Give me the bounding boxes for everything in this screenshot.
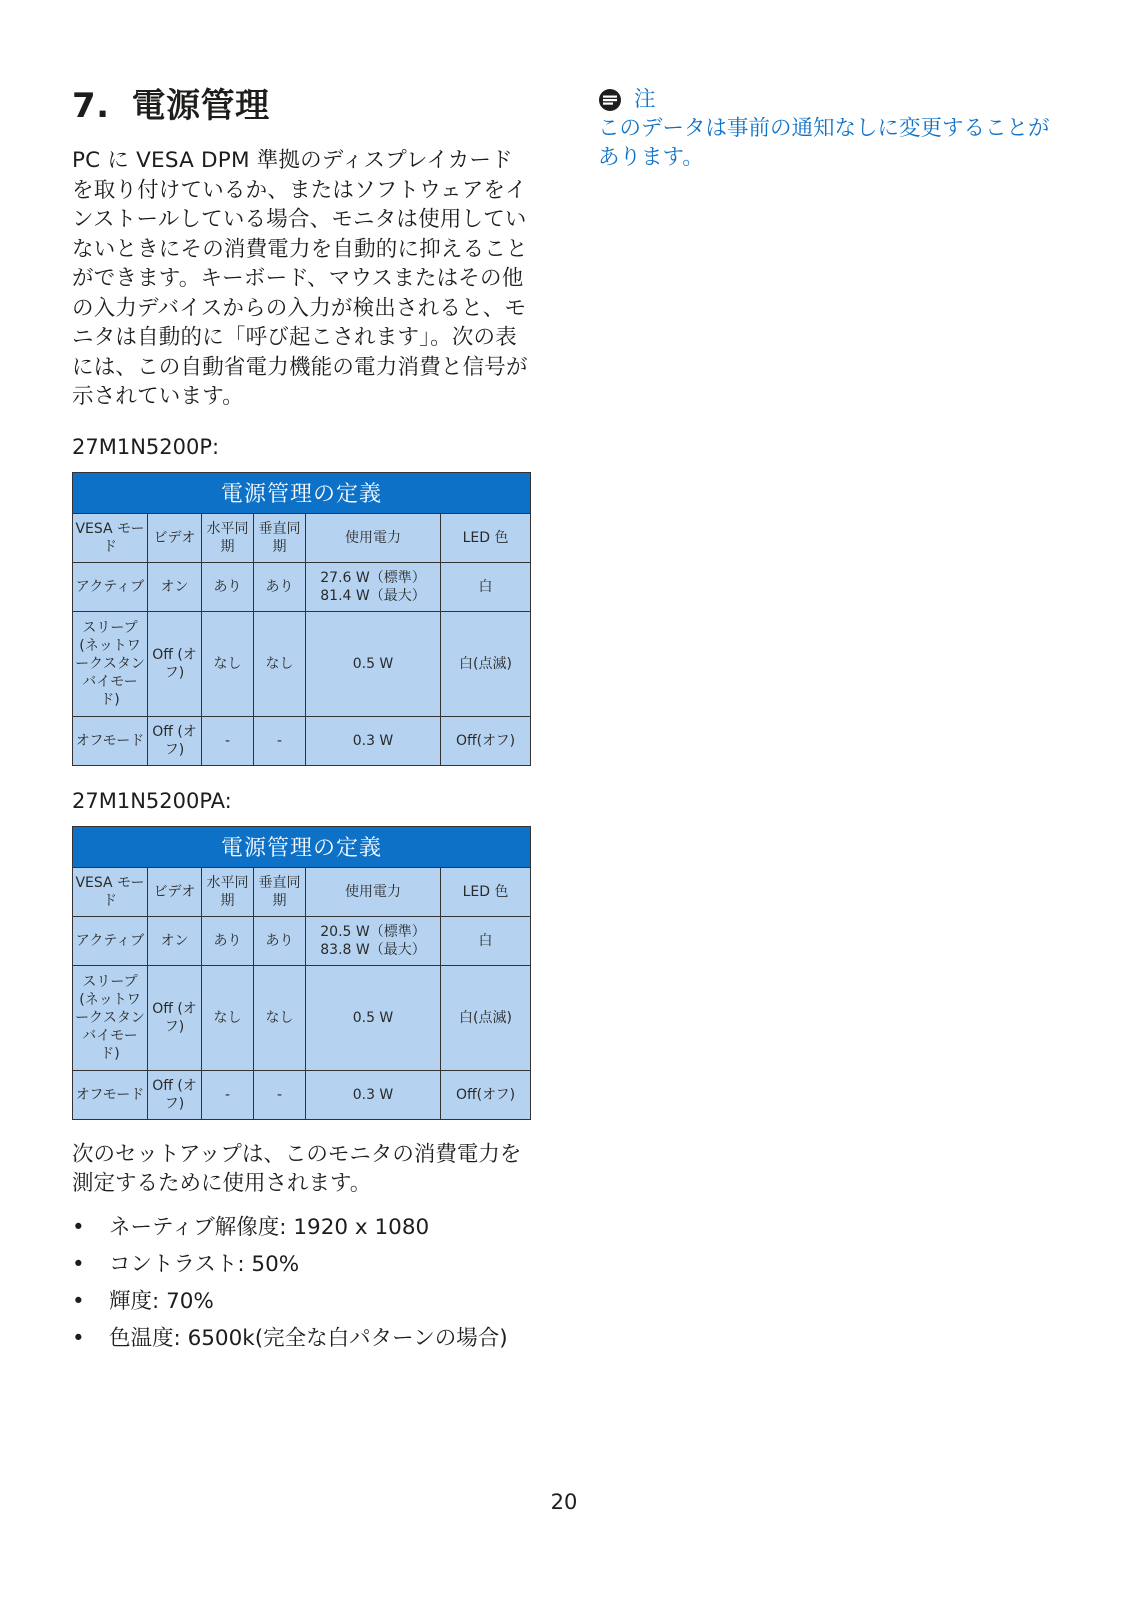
table-row: [73, 611, 531, 716]
table-header-row: [73, 513, 531, 562]
table-cell: 白: [441, 562, 531, 611]
table-cell: 白(点滅): [441, 611, 531, 716]
section-title: 電源管理: [131, 86, 270, 126]
bullet-icon: •: [72, 1214, 85, 1240]
list-item-text: ネーティブ解像度: 1920 x 1080: [109, 1214, 430, 1240]
main-column: [72, 84, 530, 1361]
header-cell: LED 色: [441, 513, 531, 562]
bullet-icon: •: [72, 1251, 85, 1277]
table-cell: 白(点滅): [441, 965, 531, 1070]
header-cell: ビデオ: [148, 867, 202, 916]
table-header-row: [73, 867, 531, 916]
model-label-2: 27M1N5200PA:: [72, 788, 232, 813]
list-item: [72, 1250, 530, 1279]
section-number: 7.: [72, 86, 110, 126]
table-cell: スリープ (ネットワークスタンバイモード): [73, 611, 148, 716]
note-column: [598, 86, 1068, 172]
table-title: 電源管理の定義: [73, 472, 531, 513]
table-cell: あり: [202, 562, 254, 611]
table-cell: -: [254, 1070, 306, 1119]
list-item-text: コントラスト: 50%: [109, 1251, 300, 1277]
header-cell: 水平同期: [202, 513, 254, 562]
list-item: [72, 1324, 530, 1353]
table-cell: Off (オフ): [148, 1070, 202, 1119]
table-cell: 0.3 W: [306, 1070, 441, 1119]
intro-paragraph: PC に VESA DPM 準拠のディスプレイカードを取り付けているか、またはソフトウェアをインストールしている場合、モニタは使用していないときにその消費電力を自動的に抑えることができます。キーボード、マウスまたはその他の入力デバイスからの入力が検出されると、モニタは自動的に「呼び起こされます」。次の表には、この自動省電力機能の電力消費と信号が示されています。: [72, 148, 528, 409]
page-number: 20: [550, 1490, 578, 1514]
table-cell: あり: [254, 562, 306, 611]
table-cell: なし: [254, 965, 306, 1070]
note-header: [598, 86, 1068, 114]
bullet-icon: •: [72, 1288, 85, 1314]
table-cell: 白: [441, 916, 531, 965]
model-label-1: 27M1N5200P:: [72, 434, 220, 459]
note-icon: [598, 88, 622, 112]
table-row: [73, 716, 531, 765]
table-cell: Off(オフ): [441, 1070, 531, 1119]
list-item: [72, 1287, 530, 1316]
header-cell: 使用電力: [306, 867, 441, 916]
table-cell: Off (オフ): [148, 716, 202, 765]
table-row: [73, 562, 531, 611]
header-cell: LED 色: [441, 867, 531, 916]
table-title: 電源管理の定義: [73, 826, 531, 867]
table-cell: オフモード: [73, 1070, 148, 1119]
list-item-text: 色温度: 6500k(完全な白パターンの場合): [109, 1325, 508, 1351]
table-cell: 20.5 W（標準） 83.8 W（最大）: [306, 916, 441, 965]
table-cell: オン: [148, 916, 202, 965]
header-cell: 水平同期: [202, 867, 254, 916]
power-table-1: [72, 472, 531, 766]
table-cell: 0.3 W: [306, 716, 441, 765]
table-cell: -: [202, 716, 254, 765]
header-cell: 使用電力: [306, 513, 441, 562]
table-cell: スリープ (ネットワークスタンバイモード): [73, 965, 148, 1070]
table-cell: -: [254, 716, 306, 765]
table-cell: あり: [202, 916, 254, 965]
table-cell: なし: [254, 611, 306, 716]
power-table-2: [72, 826, 531, 1120]
table-cell: -: [202, 1070, 254, 1119]
table-cell: なし: [202, 611, 254, 716]
settings-list: [72, 1213, 530, 1353]
table-cell: アクティブ: [73, 562, 148, 611]
header-cell: 垂直同期: [254, 867, 306, 916]
table-cell: オフモード: [73, 716, 148, 765]
table-cell: なし: [202, 965, 254, 1070]
header-cell: VESA モード: [73, 867, 148, 916]
table-cell: Off(オフ): [441, 716, 531, 765]
header-cell: VESA モード: [73, 513, 148, 562]
table-cell: 0.5 W: [306, 965, 441, 1070]
header-cell: ビデオ: [148, 513, 202, 562]
header-cell: 垂直同期: [254, 513, 306, 562]
note-label: 注: [634, 87, 656, 112]
bullet-icon: •: [72, 1325, 85, 1351]
measurement-setup-text: 次のセットアップは、このモニタの消費電力を測定するために使用されます。: [72, 1141, 522, 1196]
table-cell: あり: [254, 916, 306, 965]
table-cell: Off (オフ): [148, 611, 202, 716]
table-row: [73, 965, 531, 1070]
table-row: [73, 916, 531, 965]
table-row: [73, 1070, 531, 1119]
table-cell: 0.5 W: [306, 611, 441, 716]
table-cell: アクティブ: [73, 916, 148, 965]
list-item-text: 輝度: 70%: [109, 1288, 214, 1314]
table-cell: Off (オフ): [148, 965, 202, 1070]
page-title: [72, 84, 530, 128]
list-item: [72, 1213, 530, 1242]
table-cell: オン: [148, 562, 202, 611]
note-text: このデータは事前の通知なしに変更することがあります。: [598, 116, 1050, 170]
table-cell: 27.6 W（標準） 81.4 W（最大）: [306, 562, 441, 611]
